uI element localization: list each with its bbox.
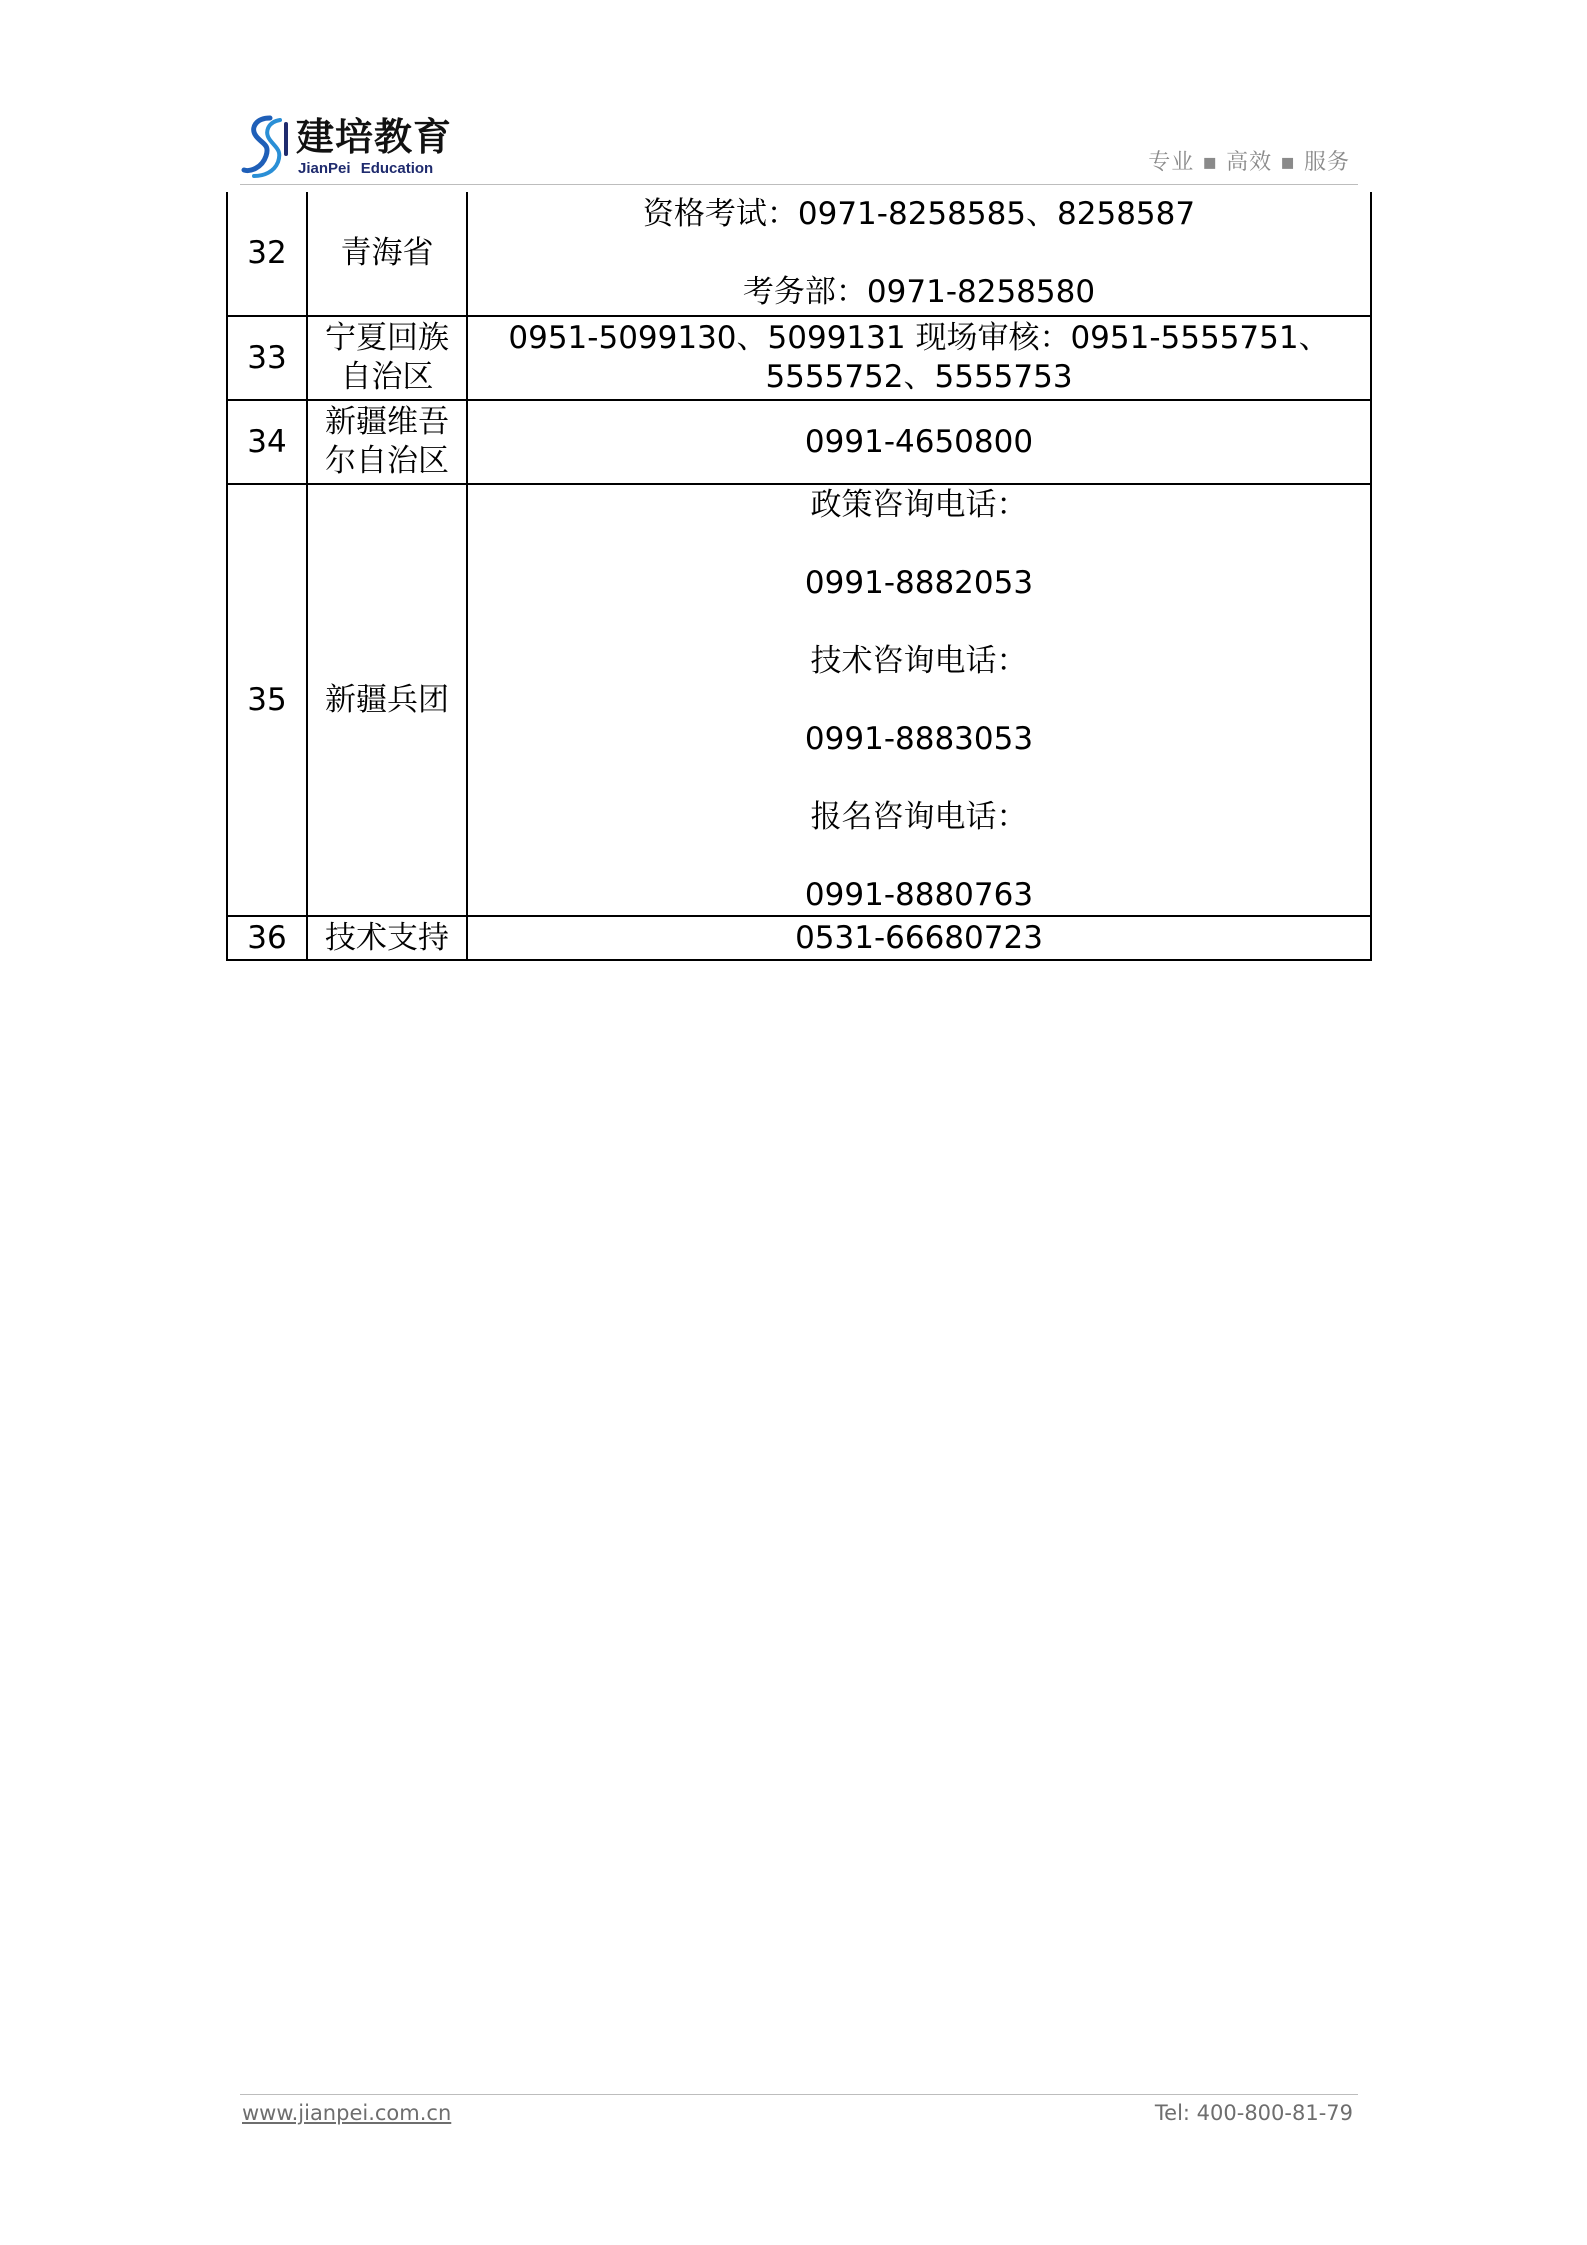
page-header [240,108,1358,184]
region-name-line: 青海省 [340,235,434,271]
contact-table [226,192,1372,961]
phone-line: 0991-4650800 [804,423,1034,460]
contact-phone [467,484,1371,916]
region-name [307,916,467,960]
region-name-line: 技术支持 [325,919,449,956]
table-row [227,484,1371,916]
table-row [227,400,1371,484]
phone-spacer [472,234,1366,273]
table-row [227,192,1371,316]
jianpei-logo [240,114,480,180]
row-number: 33 [227,316,307,400]
row-number: 34 [227,400,307,484]
region-name-line: 尔自治区 [325,443,449,479]
region-name-line: 新疆兵团 [325,681,449,718]
phone-line: 0991-8883053 [804,720,1034,757]
region-name-line: 新疆维吾 [325,404,449,440]
region-name [307,400,467,484]
logo-chinese-name: 建培教育 [296,114,453,159]
header-slogan: 专业 ▪ 高效 ▪ 服务 [1148,150,1350,175]
phone-spacer [472,681,1366,720]
row-number: 36 [227,916,307,960]
phone-line: 0951-5099130、5099131 现场审核：0951-5555751、 [508,320,1330,356]
website-link[interactable]: www.jianpei.com.cn [242,2101,452,2125]
phone-line: 0991-8882053 [804,564,1034,601]
contact-phone [467,316,1371,400]
logo-english-name: JianPei Education [298,160,434,177]
row-number: 35 [227,484,307,916]
phone-line: 技术咨询电话： [810,642,1028,679]
phone-line: 5555752、5555753 [765,359,1073,395]
contact-phone [467,400,1371,484]
phone-line: 0991-8880763 [804,876,1034,913]
contact-phone [467,192,1371,316]
region-name-line: 自治区 [340,359,434,395]
phone-spacer [472,525,1366,564]
phone-spacer [472,837,1366,876]
row-number: 32 [227,192,307,316]
phone-line: 0531-66680723 [795,919,1043,956]
region-name [307,192,467,316]
footer-divider [240,2094,1358,2095]
contact-phone [467,916,1371,960]
phone-spacer [472,603,1366,642]
table-row [227,916,1371,960]
phone-line: 考务部：0971-8258580 [742,274,1096,310]
header-divider [240,184,1358,185]
region-name [307,316,467,400]
region-name [307,484,467,916]
phone-spacer [472,759,1366,798]
phone-line: 资格考试：0971-8258585、8258587 [642,196,1196,232]
table-row [227,316,1371,400]
phone-line: 政策咨询电话： [810,486,1028,523]
phone-line: 报名咨询电话： [810,798,1028,835]
region-name-line: 宁夏回族 [325,320,449,356]
footer-telephone: Tel: 400-800-81-79 [1154,2101,1353,2125]
jianpei-logo-icon [240,114,292,180]
